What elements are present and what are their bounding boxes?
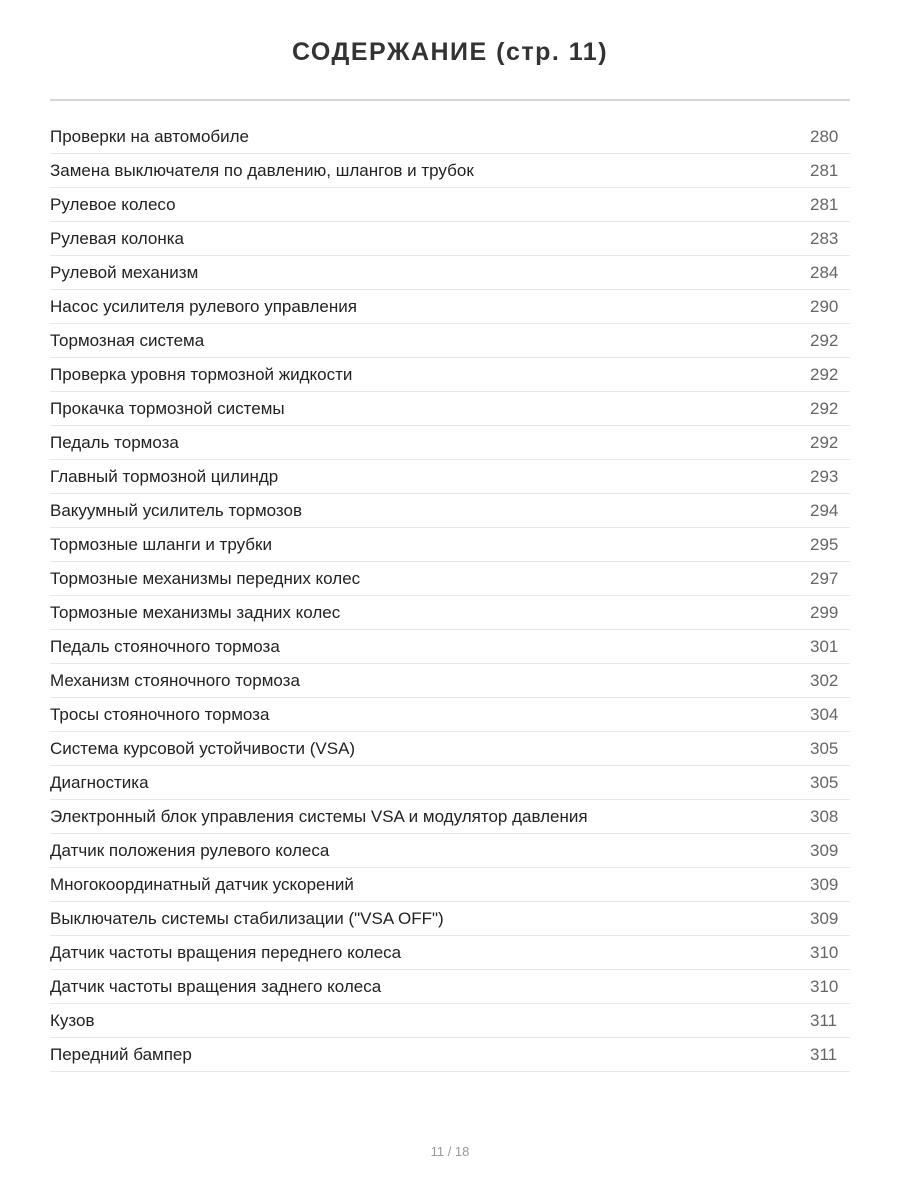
toc-entry-page-number: 309 <box>810 908 839 928</box>
toc-entry-title: Многокоординатный датчик ускорений <box>50 874 354 894</box>
toc-entry-page-number: 290 <box>810 296 839 316</box>
toc-entry-page-number: 302 <box>810 670 839 690</box>
toc-entry-title: Насос усилителя рулевого управления <box>50 296 357 316</box>
toc-entry-page-number: 297 <box>810 568 839 588</box>
toc-entry[interactable] <box>50 1004 850 1038</box>
toc-entry[interactable] <box>50 698 850 732</box>
toc-entry[interactable] <box>50 630 850 664</box>
toc-entry[interactable] <box>50 154 850 188</box>
toc-entry-title: Проверка уровня тормозной жидкости <box>50 364 353 384</box>
toc-entry-page-number: 310 <box>810 942 839 962</box>
toc-entry[interactable] <box>50 936 850 970</box>
toc-entry-page-number: 292 <box>810 330 839 350</box>
toc-entry[interactable] <box>50 256 850 290</box>
toc-entry-page-number: 308 <box>810 806 839 826</box>
toc-entry-title: Вакуумный усилитель тормозов <box>50 500 302 520</box>
toc-entry-page-number: 309 <box>810 874 839 894</box>
toc-entry-title: Электронный блок управления системы VSA и модулятор давления <box>50 806 588 826</box>
toc-entry-title: Тормозные шланги и трубки <box>50 534 272 554</box>
toc-entry-title: Тормозные механизмы задних колес <box>50 602 341 622</box>
toc-entry[interactable] <box>50 392 850 426</box>
toc-entry[interactable] <box>50 290 850 324</box>
toc-entry-page-number: 292 <box>810 364 839 384</box>
toc-entry-page-number: 280 <box>810 126 839 146</box>
toc-entry[interactable] <box>50 970 850 1004</box>
toc-entry[interactable] <box>50 664 850 698</box>
title-divider <box>50 99 850 101</box>
toc-entry-title: Педаль стояночного тормоза <box>50 636 280 656</box>
toc-entry[interactable] <box>50 834 850 868</box>
toc-entry[interactable] <box>50 596 850 630</box>
page-title: СОДЕРЖАНИЕ (стр. 11) <box>291 38 609 66</box>
toc-entry-title: Механизм стояночного тормоза <box>50 670 300 690</box>
toc-entry[interactable] <box>50 324 850 358</box>
toc-entry-title: Датчик положения рулевого колеса <box>50 840 330 860</box>
toc-entry[interactable] <box>50 188 850 222</box>
toc-entry-title: Прокачка тормозной системы <box>50 398 285 418</box>
toc-entry[interactable] <box>50 120 850 154</box>
toc-entry[interactable] <box>50 868 850 902</box>
toc-entry-title: Датчик частоты вращения заднего колеса <box>50 976 382 996</box>
toc-entry[interactable] <box>50 460 850 494</box>
toc-entry-title: Проверки на автомобиле <box>50 126 250 146</box>
toc-entry-page-number: 305 <box>810 772 839 792</box>
toc-entry[interactable] <box>50 494 850 528</box>
toc-entry-page-number: 281 <box>810 160 839 180</box>
toc-entry[interactable] <box>50 528 850 562</box>
toc-entry-title: Педаль тормоза <box>50 432 179 452</box>
toc-entry-page-number: 299 <box>810 602 839 622</box>
toc-entry-title: Рулевое колесо <box>50 194 176 214</box>
toc-entry-title: Диагностика <box>50 772 149 792</box>
toc-entry-page-number: 292 <box>810 432 839 452</box>
toc-entry-page-number: 284 <box>810 262 839 282</box>
toc-list <box>50 120 850 1072</box>
toc-entry-page-number: 292 <box>810 398 839 418</box>
toc-entry-title: Система курсовой устойчивости (VSA) <box>50 738 356 758</box>
toc-entry-title: Замена выключателя по давлению, шлангов и трубок <box>50 160 474 180</box>
toc-entry-page-number: 283 <box>810 228 839 248</box>
toc-entry[interactable] <box>50 902 850 936</box>
toc-entry-page-number: 301 <box>810 636 839 656</box>
toc-entry-title: Рулевая колонка <box>50 228 184 248</box>
toc-entry-page-number: 310 <box>810 976 839 996</box>
toc-entry-title: Выключатель системы стабилизации ("VSA OFF") <box>50 908 444 928</box>
toc-entry-title: Тормозная система <box>50 330 205 350</box>
toc-entry-title: Рулевой механизм <box>50 262 199 282</box>
toc-entry-title: Датчик частоты вращения переднего колеса <box>50 942 402 962</box>
page-indicator: 11 / 18 <box>430 1144 470 1159</box>
toc-entry[interactable] <box>50 766 850 800</box>
toc-entry-page-number: 304 <box>810 704 839 724</box>
toc-entry-page-number: 311 <box>810 1044 838 1064</box>
toc-entry-page-number: 294 <box>810 500 839 520</box>
toc-entry-page-number: 305 <box>810 738 839 758</box>
toc-entry[interactable] <box>50 732 850 766</box>
toc-entry[interactable] <box>50 1038 850 1072</box>
toc-entry[interactable] <box>50 426 850 460</box>
toc-entry[interactable] <box>50 562 850 596</box>
toc-entry-title: Тросы стояночного тормоза <box>50 704 270 724</box>
toc-entry[interactable] <box>50 800 850 834</box>
toc-entry-title: Главный тормозной цилиндр <box>50 466 279 486</box>
toc-entry[interactable] <box>50 222 850 256</box>
toc-entry-title: Кузов <box>50 1010 95 1030</box>
toc-entry-page-number: 295 <box>810 534 839 554</box>
toc-entry[interactable] <box>50 358 850 392</box>
toc-entry-page-number: 311 <box>810 1010 838 1030</box>
toc-entry-page-number: 281 <box>810 194 839 214</box>
toc-entry-page-number: 309 <box>810 840 839 860</box>
toc-entry-title: Передний бампер <box>50 1044 192 1064</box>
toc-entry-page-number: 293 <box>810 466 839 486</box>
toc-entry-title: Тормозные механизмы передних колес <box>50 568 361 588</box>
